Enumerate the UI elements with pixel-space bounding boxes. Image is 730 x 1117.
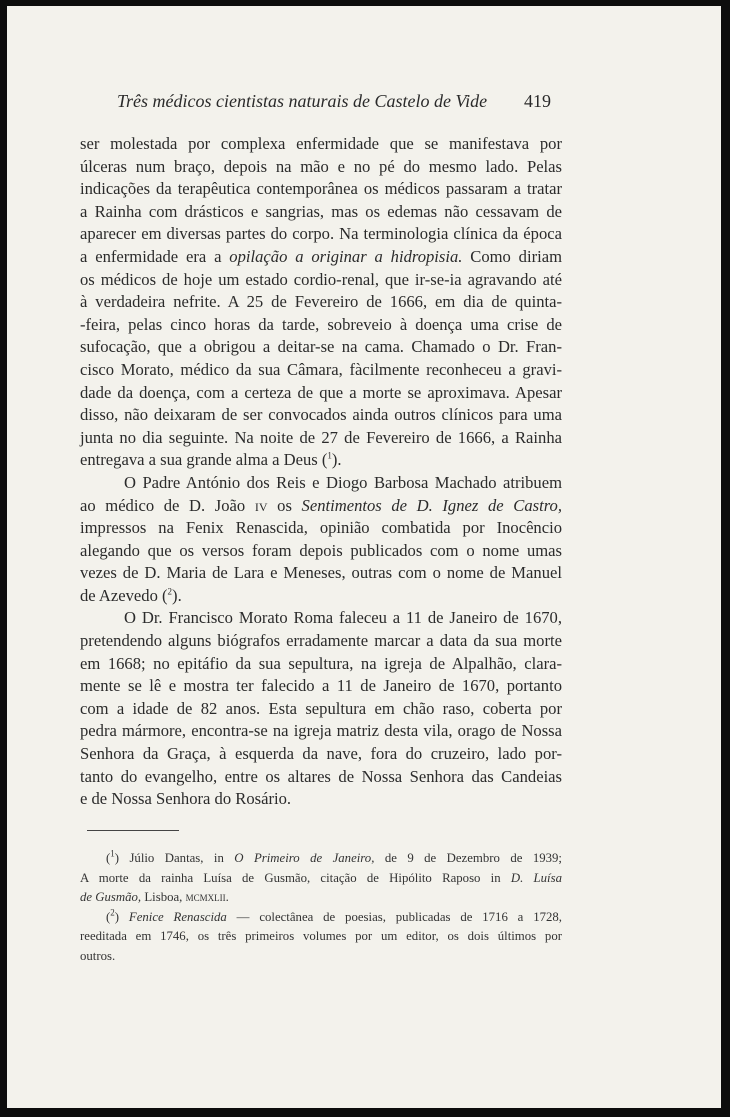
text-segment: ). — [331, 450, 342, 470]
body-line — [80, 540, 562, 563]
text-segment: D. Luísa — [510, 870, 562, 885]
footnote-line — [80, 849, 562, 869]
footnote-rule — [87, 830, 179, 831]
body-line — [80, 178, 562, 201]
body-line — [80, 766, 562, 789]
body-line — [80, 698, 562, 721]
text-segment: indicações da terapêutica contemporânea os médicos passaram a tratar — [80, 179, 562, 199]
text-segment: em 1668; no epitáfio da sua sepultura, na igreja de Alpalhão, clara- — [80, 653, 562, 673]
body-line — [80, 495, 562, 518]
body-line — [80, 788, 562, 811]
body-line — [80, 585, 562, 608]
page-number: 419 — [524, 91, 551, 111]
body-line — [80, 472, 562, 495]
text-segment: reeditada em 1746, os três primeiros volumes por um editor, os dois últimos por — [80, 929, 562, 943]
body-line — [80, 630, 562, 653]
text-segment: ) — [114, 909, 129, 924]
body-line — [80, 382, 562, 405]
text-segment: disso, não deixaram de ser convocados ainda outros clínicos para uma — [80, 405, 562, 425]
text-segment: . — [225, 890, 229, 904]
text-segment: à verdadeira nefrite. A 25 de Fevereiro de 1666, em dia de quinta- — [80, 292, 562, 312]
body-line — [80, 314, 562, 337]
text-segment: O Dr. Francisco Morato Roma faleceu a 11 de Janeiro de 1670, — [124, 608, 562, 628]
footnote-line — [80, 869, 562, 889]
text-segment: Como diriam — [462, 246, 562, 266]
text-segment: os — [267, 495, 302, 515]
text-segment: cisco Morato, médico da sua Câmara, fàcilmente reconheceu a gravi- — [80, 359, 562, 379]
text-segment: úlceras num braço, depois na mão e no pé do mesmo lado. Pelas — [80, 156, 562, 176]
text-segment: ) Júlio Dantas, in — [114, 851, 235, 865]
text-segment: ). — [172, 585, 182, 605]
footnote-line — [80, 947, 562, 967]
text-segment: alegando que os versos foram depois publicados com o nome umas — [80, 540, 562, 560]
text-segment: de Azevedo ( — [80, 585, 168, 605]
body-line — [80, 156, 562, 179]
text-segment: O Padre António dos Reis e Diogo Barbosa Machado atribuem — [124, 472, 562, 492]
text-segment: 1 — [327, 450, 332, 461]
running-header — [7, 91, 721, 121]
text-segment: O Primeiro de Janeiro, — [234, 851, 375, 865]
text-segment: e de Nossa Senhora do Rosário. — [80, 789, 292, 809]
text-segment: ( — [106, 909, 111, 924]
body-line — [80, 517, 562, 540]
text-segment: -feira, pelas cinco horas da tarde, sobreveio à doença uma crise de — [80, 314, 562, 334]
book-page — [7, 6, 721, 1108]
footnote-line — [80, 927, 562, 947]
body-line — [80, 562, 562, 585]
text-segment: vezes de D. Maria de Lara e Meneses, outras com o nome de Manuel — [80, 563, 562, 583]
body-line — [80, 449, 562, 472]
body-line — [80, 675, 562, 698]
body-line — [80, 246, 562, 269]
footnotes — [80, 849, 562, 966]
text-segment: Sentimentos de D. Ignez de Castro, — [301, 495, 562, 515]
text-segment: sufocação, que a obrigou a deitar-se na cama. Chamado o Dr. Fran- — [80, 337, 562, 357]
body-line — [80, 427, 562, 450]
text-segment: de 9 de Dezembro de 1939; — [374, 851, 562, 865]
text-segment: dade da doença, com a certeza de que a morte se aproximava. Apesar — [80, 382, 562, 402]
text-segment: com a idade de 82 anos. Esta sepultura em chão raso, coberta por — [80, 698, 562, 718]
body-line — [80, 653, 562, 676]
text-segment: iv — [254, 495, 268, 515]
text-segment: ao médico de D. João — [80, 495, 255, 515]
footnote-line — [80, 908, 562, 928]
text-segment: pretendendo alguns biógrafos erradamente marcar a data da sua morte — [80, 631, 562, 651]
text-segment: opilação a originar a hidropisia. — [229, 246, 463, 266]
text-segment: impressos na Fenix Renascida, opinião combatida por Inocêncio — [80, 518, 562, 538]
body-line — [80, 743, 562, 766]
footnote-line — [80, 888, 562, 908]
text-segment: aparecer em diversas partes do corpo. Na terminologia clínica da época — [80, 224, 562, 244]
text-segment: 1 — [110, 848, 115, 859]
text-segment: de Gusmão, — [80, 890, 142, 904]
text-segment: junta no dia seguinte. Na noite de 27 de Fevereiro de 1666, a Rainha — [80, 427, 562, 447]
text-segment: a Rainha com drásticos e sangrias, mas os edemas não cessavam de — [80, 201, 562, 221]
body-line — [80, 404, 562, 427]
body-line — [80, 291, 562, 314]
text-segment: mente se lê e mostra ter falecido a 11 de Janeiro de 1670, portanto — [80, 676, 562, 696]
body-line — [80, 359, 562, 382]
text-segment: A morte da rainha Luísa de Gusmão, citação de Hipólito Raposo in — [80, 870, 511, 885]
text-segment: entregava a sua grande alma a Deus ( — [80, 450, 328, 470]
body-line — [80, 201, 562, 224]
body-line — [80, 607, 562, 630]
text-segment: a enfermidade era a — [80, 246, 230, 266]
text-segment: Senhora da Graça, à esquerda da nave, fora do cruzeiro, lado por- — [80, 744, 562, 764]
text-segment: ser molestada por complexa enfermidade que se manifestava por — [80, 134, 562, 153]
body-line — [80, 269, 562, 292]
body-line — [80, 223, 562, 246]
text-segment: Lisboa, — [141, 890, 186, 904]
text-segment: tanto do evangelho, entre os altares de Nossa Senhora das Candeias — [80, 766, 562, 786]
text-segment: outros. — [80, 948, 116, 963]
text-segment: ( — [106, 851, 111, 865]
text-segment: 2 — [110, 907, 115, 918]
text-segment: 2 — [167, 586, 173, 597]
text-segment: os médicos de hoje um estado cordio-renal, que ir-se-ia agravando até — [80, 269, 562, 289]
body-text — [80, 133, 562, 811]
text-segment: Fenice Renascida — [128, 909, 227, 924]
text-segment: mcmxlii — [185, 890, 226, 904]
body-line — [80, 720, 562, 743]
running-title: Três médicos cientistas naturais de Castelo de Vide — [117, 91, 488, 111]
text-segment: — colectânea de poesias, publicadas de 1716 a 1728, — [226, 909, 562, 924]
body-line — [80, 133, 562, 156]
text-segment: pedra mármore, encontra-se na igreja matriz desta vila, orago de Nossa — [80, 721, 562, 741]
body-line — [80, 336, 562, 359]
